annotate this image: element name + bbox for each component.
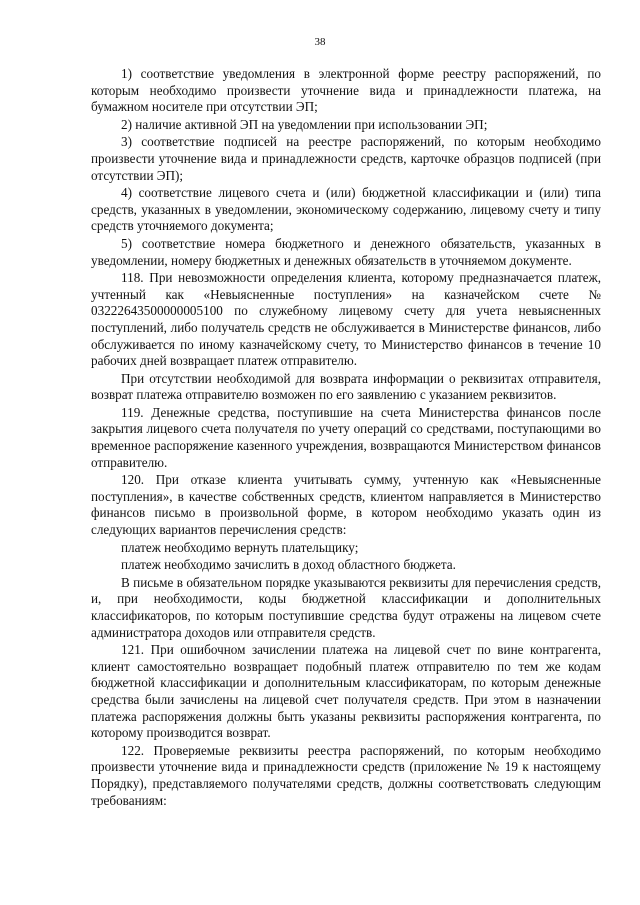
paragraph-118-return-info: При отсутствии необходимой для возврата информации о реквизитах отправителя, возврат платежа отправителю возможен по его заявлению с указанием реквизитов. (91, 370, 601, 403)
option-return-to-payer: платеж необходимо вернуть плательщику; (121, 539, 359, 555)
paragraph-1: 1) соответствие уведомления в электронной форме реестру распоряжений, по которым необходимо произвести уточнение вида и принадлежности платежа, на бумажном носителе при отсутствии ЭП; (91, 66, 601, 115)
paragraph-letter-requisites: В письме в обязательном порядке указываются реквизиты для перечисления средств, и, при необходимости, коды бюджетной классификации и дополнительных классификаторов, по которым поступившие средства будут отражены на лицевом счете администратора доходов или отправителя средств. (91, 574, 601, 640)
option-credit-to-budget: платеж необходимо зачислить в доход областного бюджета. (121, 557, 456, 573)
paragraph-119: 119. Денежные средства, поступившие на счета Министерства финансов после закрытия лицевого счета получателя по учету операций со средствами, поступающими во временное распоряжение казенного учреждения, возвращаются Министерством финансов отправителю. (91, 404, 601, 470)
paragraph-5: 5) соответствие номера бюджетного и денежного обязательств, указанных в уведомлении, номеру бюджетных и денежных обязательств в уточняемом документе. (91, 235, 601, 268)
paragraph-120: 120. При отказе клиента учитывать сумму, учтенную как «Невыясненные поступления», в качестве собственных средств, клиентом направляется в Министерство финансов письмо в произвольной форме, в котором необходимо указать один из следующих вариантов перечисления средств: (91, 472, 601, 538)
paragraph-4: 4) соответствие лицевого счета и (или) бюджетной классификации и (или) типа средств, указанных в уведомлении, экономическому содержанию, лицевому счету и типу средств уточняемого документа; (91, 185, 601, 234)
document-body (91, 66, 601, 810)
page-number: 38 (314, 36, 326, 48)
paragraph-118: 118. При невозможности определения клиента, которому предназначается платеж, учтенный как «Невыясненные поступления» на казначейском счете № 03222643500000005100 по служебному лицевому счету для учета невыясненных поступлений, либо получатель средств не обслуживается в Министерстве финансов, либо обслуживается по иному казначейскому счету, то Министерство финансов в течение 10 рабочих дней возвращает платеж отправителю. (91, 270, 601, 369)
paragraph-121: 121. При ошибочном зачислении платежа на лицевой счет по вине контрагента, клиент самостоятельно возвращает подобный платеж отправителю по тем же кодам бюджетной классификации и дополнительным классификаторам, по которым денежные средства были зачислены на лицевой счет получателя средств. При этом в назначении платежа распоряжения должны быть указаны реквизиты распоряжения контрагента, по которому производится возврат. (91, 642, 601, 741)
paragraph-3: 3) соответствие подписей на реестре распоряжений, по которым необходимо произвести уточнение вида и принадлежности средств, карточке образцов подписей (при отсутствии ЭП); (91, 134, 601, 183)
paragraph-2: 2) наличие активной ЭП на уведомлении при использовании ЭП; (121, 116, 488, 132)
paragraph-122: 122. Проверяемые реквизиты реестра распоряжений, по которым необходимо произвести уточнение вида и принадлежности средств (приложение № 19 к настоящему Порядку), представляемого получателями средств, должны соответствовать следующим требованиям: (91, 742, 601, 808)
